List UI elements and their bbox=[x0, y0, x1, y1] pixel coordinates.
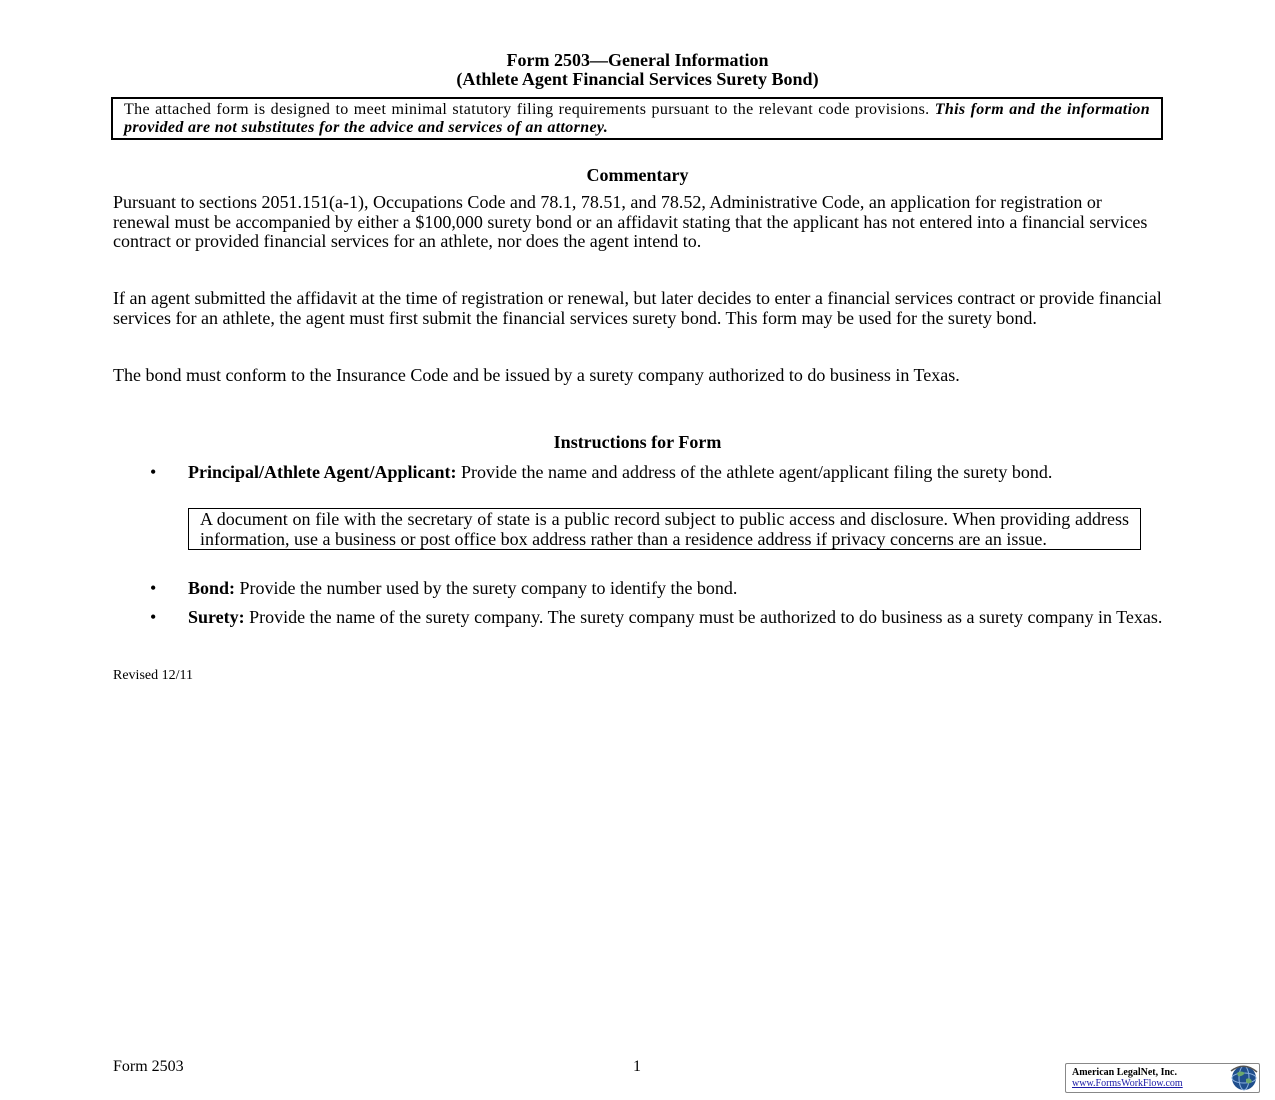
notice-text: The attached form is designed to meet minimal statutory filing requirements pursuant to the relevant code provisions. bbox=[124, 101, 935, 118]
instruction-text: Provide the name and address of the athlete agent/applicant filing the surety bond. bbox=[456, 462, 1053, 482]
logo-link[interactable]: www.FormsWorkFlow.com bbox=[1072, 1078, 1183, 1089]
instruction-item bbox=[188, 463, 1163, 483]
instruction-label: Surety: bbox=[188, 607, 245, 627]
instruction-text: Provide the number used by the surety company to identify the bond. bbox=[235, 578, 738, 598]
bullet-icon: • bbox=[150, 462, 157, 482]
revision-date: Revised 12/11 bbox=[113, 668, 193, 683]
privacy-note: A document on file with the secretary of state is a public record subject to public access and disclosure. When providing address information, use a business or post office box address rather than a residence address if privacy concerns are an issue. bbox=[188, 508, 1141, 550]
footer-form-number: Form 2503 bbox=[113, 1058, 184, 1075]
instruction-item bbox=[188, 579, 1163, 599]
bullet-icon: • bbox=[150, 607, 157, 627]
instruction-label: Bond: bbox=[188, 578, 236, 598]
commentary-heading: Commentary bbox=[586, 165, 689, 185]
commentary-paragraph: The bond must conform to the Insurance Code and be issued by a surety company authorized to do business in Texas. bbox=[113, 365, 960, 385]
logo-company-name: American LegalNet, Inc. bbox=[1072, 1067, 1177, 1078]
instructions-heading: Instructions for Form bbox=[553, 432, 722, 452]
bullet-icon: • bbox=[150, 578, 157, 598]
notice-emphasis: This form and the information provided are not substitutes for the advice and services of an attorney. bbox=[124, 101, 1150, 136]
instruction-item bbox=[188, 608, 1163, 628]
americanlegalnet-logo[interactable] bbox=[1065, 1063, 1260, 1093]
commentary-paragraph: If an agent submitted the affidavit at the time of registration or renewal, but later decides to enter a financial services contract or provide financial services for an athlete, the agent must first submit the financial services surety bond. This form may be used for the surety bond. bbox=[113, 288, 1162, 328]
instruction-text: Provide the name of the surety company. The surety company must be authorized to do business as a surety company in Texas. bbox=[244, 607, 1163, 627]
page-title: Form 2503—General Information bbox=[506, 50, 769, 70]
disclaimer-notice bbox=[111, 97, 1163, 140]
page-subtitle: (Athlete Agent Financial Services Surety Bond) bbox=[456, 69, 819, 89]
commentary-paragraph: Pursuant to sections 2051.151(a-1), Occupations Code and 78.1, 78.51, and 78.52, Administrative Code, an application for registration or renewal must be accompanied by either a $100,000 surety bond or an affidavit stating that the applicant has not entered into a financial services contract or provided financial services for an athlete, nor does the agent intend to. bbox=[113, 192, 1148, 251]
page-number: 1 bbox=[633, 1058, 641, 1075]
instruction-label: Principal/Athlete Agent/Applicant: bbox=[188, 462, 457, 482]
globe-icon bbox=[1227, 1063, 1259, 1093]
